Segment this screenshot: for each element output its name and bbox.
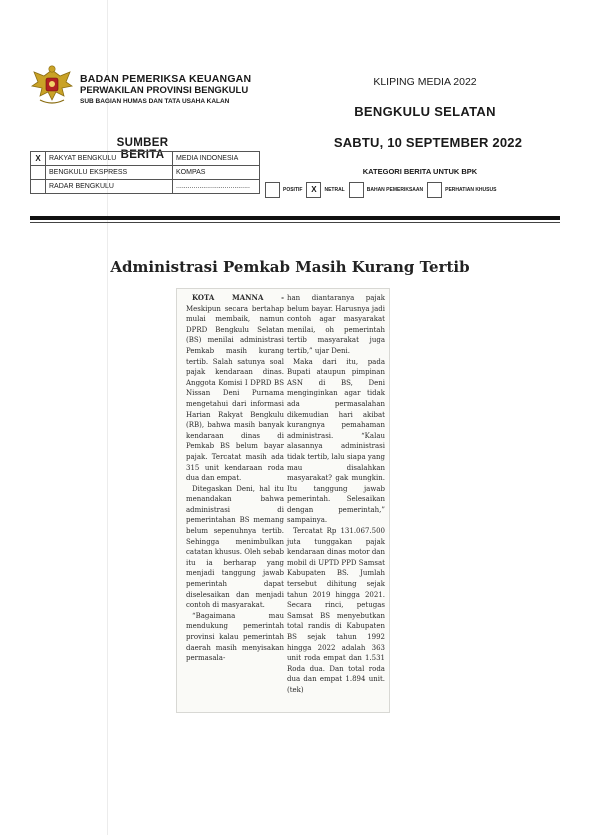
kategori-title: KATEGORI BERITA UNTUK BPK [362, 167, 478, 176]
article-paragraph: Maka dari itu, pada Bupati ataupun pimpinan ASN di BS, Deni menginginkan agar tidak ada permasalahan dikemudian hari akibat kurangnya pemahaman administrasi. “Kalau alasannya administrasi tidak tertib, lalu siapa yang mau disalahkan masyarakat? gak mungkin. Itu tanggung jawab pemerintah. Selesaikan dengan pemerintah,” sampainya. [287, 357, 385, 525]
source-name: MEDIA INDONESIA [173, 152, 260, 166]
source-checkmark[interactable] [31, 180, 46, 194]
category-checkbox-bahan-pemeriksaan[interactable] [349, 182, 364, 198]
category-label: BAHAN PEMERIKSAAN [366, 187, 424, 193]
source-checkmark[interactable] [31, 166, 46, 180]
kliping-title: KLIPING MEDIA 2022 [373, 76, 477, 88]
sumber-berita-title: SUMBER BERITA [116, 137, 169, 161]
source-row [31, 152, 260, 166]
organization-block [80, 73, 251, 107]
date-title: SABTU, 10 SEPTEMBER 2022 [333, 135, 523, 150]
source-name: RADAR BENGKULU [46, 180, 173, 194]
category-checkbox-perhatian-khusus[interactable] [427, 182, 442, 198]
article-headline: Administrasi Pemkab Masih Kurang Tertib [110, 258, 470, 276]
header-divider [30, 216, 560, 220]
category-label: PERHATIAN KHUSUS [445, 187, 497, 193]
article-column-1 [186, 293, 284, 664]
article-paragraph: KOTA MANNA - Meskipun secara bertahap mulai membaik, namun DPRD Bengkulu Selatan (BS) menilai administrasi Pemkab masih kurang tertib. Salah satunya soal pajak kendaraan dinas. Anggota Komisi I DPRD BS Nissan Deni Purnama mengetahui dari informasi Harian Rakyat Bengkulu (RB), bahwa masih banyak kendaraan dinas di Pemkab BS belum bayar pajak. Tercatat masih ada 315 unit kendaraan roda dua dan empat. [186, 293, 284, 483]
source-name: BENGKULU EKSPRESS [46, 166, 173, 180]
article-paragraph: han diantaranya pajak belum bayar. Harusnya jadi contoh agar masyarakat menilai, oh pemerintah tertib masyarakat juga tertib,” ujar Deni. [287, 294, 385, 355]
source-other-field: ...................................... [173, 180, 260, 194]
category-checkbox-netral[interactable]: X [306, 182, 321, 198]
category-checkbox-positif[interactable] [265, 182, 280, 198]
source-name: KOMPAS [173, 166, 260, 180]
source-row [31, 166, 260, 180]
region-title: BENGKULU SELATAN [354, 104, 496, 119]
header-divider-thin [30, 222, 560, 223]
org-name: BADAN PEMERIKSA KEUANGAN [80, 73, 252, 85]
category-label: POSITIF [283, 187, 303, 193]
garuda-emblem-icon [30, 62, 74, 106]
margin-line [107, 0, 108, 835]
category-checkboxes [265, 182, 500, 198]
article-paragraph: Tercatat Rp 131.067.500 juta tunggakan pajak kendaraan dinas motor dan mobil di UPTD PPD Samsat Kabupaten BS. Jumlah tersebut dihitung sejak tahun 2019 hingga 2021. Secara rinci, petugas Samsat BS menyebutkan total randis di Kabupaten BS sejak tahun 1992 hingga 2022 adalah 363 unit roda empat dan 1.531 Roda dua. Dan total roda dua dan empat 1.894 unit. (tek) [287, 527, 385, 694]
source-checkmark[interactable]: X [31, 152, 46, 166]
source-table [30, 151, 260, 194]
article-column-2 [287, 293, 385, 696]
source-name: RAKYAT BENGKULU [46, 152, 173, 166]
source-row [31, 180, 260, 194]
org-division: SUB BAGIAN HUMAS DAN TATA USAHA KALAN [80, 98, 230, 105]
article-dateline: KOTA MANNA - [192, 293, 284, 302]
article-paragraph: Ditegaskan Deni, hal itu menandakan bahwa administrasi di pemerintahan BS memang belum sepenuhnya tertib. Sehingga menimbulkan catatan khusus. Oleh sebab itu ia berharap yang menjadi tanggung jawab pemerintah dapat diselesaikan dan menjadi contoh di masyarakat. [186, 484, 284, 610]
article-paragraph: “Bagaimana mau mendukung pemerintah provinsi kalau pemerintah daerah masih menyisakan permasala- [186, 611, 284, 663]
category-label: NETRAL [324, 187, 345, 193]
org-branch: PERWAKILAN PROVINSI BENGKULU [80, 85, 249, 96]
newspaper-clipping [176, 288, 390, 713]
